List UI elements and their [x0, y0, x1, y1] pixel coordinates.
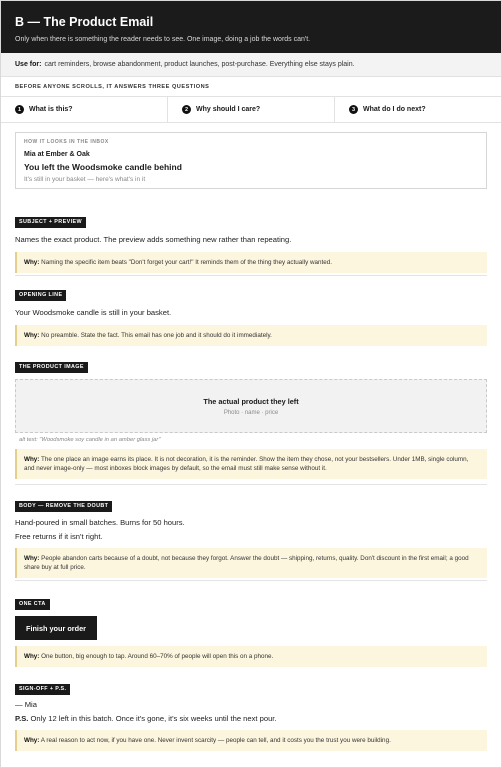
- section-tag: THE PRODUCT IMAGE: [15, 362, 88, 373]
- number-badge: 1: [15, 105, 24, 114]
- ps-label: P.S.: [15, 714, 29, 723]
- inbox-label: HOW IT LOOKS IN THE INBOX: [24, 139, 109, 145]
- inbox-preview: [15, 132, 487, 189]
- why-note: [15, 325, 487, 346]
- section-product-image: [15, 355, 487, 485]
- why-text: One button, big enough to tap. Around 60–70% of people will open this on a phone.: [41, 653, 274, 660]
- section-tag: ONE CTA: [15, 599, 50, 610]
- ps-line: [15, 714, 487, 724]
- why-note: [15, 252, 487, 273]
- number-badge: 2: [182, 105, 191, 114]
- why-label: Why:: [24, 259, 40, 266]
- why-text: The one place an image earns its place. It is not decoration, it is the reminder. Show the item they chose, not your bestsellers. Under 1MB, single column, and never image-only — most inboxes block images by default, so the email must still make sense without it.: [24, 456, 469, 472]
- alt-text: alt text: "Woodsmoke soy candle in an amber glass jar": [19, 437, 161, 443]
- section-tag: SIGN-OFF + P.S.: [15, 684, 70, 695]
- section-tag: SUBJECT + PREVIEW: [15, 217, 86, 228]
- question-1: [1, 97, 168, 122]
- section-opening-line: [15, 283, 487, 345]
- section-tag: BODY — REMOVE THE DOUBT: [15, 501, 112, 512]
- section-body: [15, 494, 487, 581]
- section-subject-preview: [15, 210, 487, 276]
- question-2: [168, 97, 335, 122]
- image-placeholder-subtitle: Photo · name · price: [223, 409, 279, 416]
- why-note: [15, 548, 487, 578]
- why-note: [15, 449, 487, 479]
- inbox-sender: Mia at Ember & Oak: [24, 151, 90, 158]
- product-image-placeholder: [15, 379, 487, 433]
- inbox-preview-text: It's still in your basket — here's what's in it: [24, 176, 146, 183]
- why-note: [15, 646, 487, 667]
- body-line-2: Free returns if it isn't right.: [15, 532, 103, 541]
- why-label: Why:: [24, 332, 40, 339]
- question-label: What is this?: [29, 106, 73, 113]
- section-text: Names the exact product. The preview adds something new rather than repeating.: [15, 235, 292, 244]
- ps-text: Only 12 left in this batch. Once it's gone, it's six weeks until the next pour.: [30, 714, 277, 723]
- question-label: Why should I care?: [196, 106, 261, 113]
- section-signoff: [15, 677, 487, 753]
- questions-heading: BEFORE ANYONE SCROLLS, IT ANSWERS THREE QUESTIONS: [1, 77, 501, 97]
- use-for-text: cart reminders, browse abandonment, product launches, post-purchase. Everything else stays plain.: [44, 61, 355, 68]
- page-subtitle: Only when there is something the reader needs to see. One image, doing a job the words can't.: [15, 36, 311, 43]
- question-3: [335, 97, 501, 122]
- section-cta: [15, 592, 487, 667]
- section-text: Your Woodsmoke candle is still in your basket.: [15, 308, 172, 317]
- why-text: A real reason to act now, if you have one. Never invent scarcity — people can tell, and it costs you the trust you were building.: [40, 737, 391, 744]
- use-for-bar: [1, 53, 501, 77]
- question-label: What do I do next?: [363, 106, 426, 113]
- why-note: [15, 730, 487, 751]
- why-label: Why:: [24, 653, 40, 660]
- use-for-label: Use for:: [15, 61, 42, 68]
- section-tag: OPENING LINE: [15, 290, 66, 301]
- body-line-1: Hand-poured in small batches. Burns for 50 hours.: [15, 518, 185, 527]
- why-label: Why:: [24, 737, 40, 744]
- finish-order-button[interactable]: Finish your order: [15, 616, 97, 640]
- signoff-name: — Mia: [15, 700, 37, 709]
- why-text: No preamble. State the fact. This email has one job and it should do it immediately.: [41, 332, 272, 339]
- inbox-subject: You left the Woodsmoke candle behind: [24, 162, 182, 172]
- number-badge: 3: [349, 105, 358, 114]
- header: [1, 1, 501, 53]
- why-text: People abandon carts because of a doubt, not because they forgot. Answer the doubt — shipping, returns, quality. Don't discount in the first email; a good share buy at full price.: [24, 555, 469, 571]
- page-title: B — The Product Email: [15, 15, 154, 29]
- why-label: Why:: [24, 456, 40, 463]
- image-placeholder-title: The actual product they left: [203, 396, 299, 406]
- why-text: Naming the specific item beats "Don't forget your cart!" It reminds them of the thing they actually wanted.: [41, 259, 333, 266]
- why-label: Why:: [24, 555, 40, 562]
- questions-row: [1, 97, 501, 123]
